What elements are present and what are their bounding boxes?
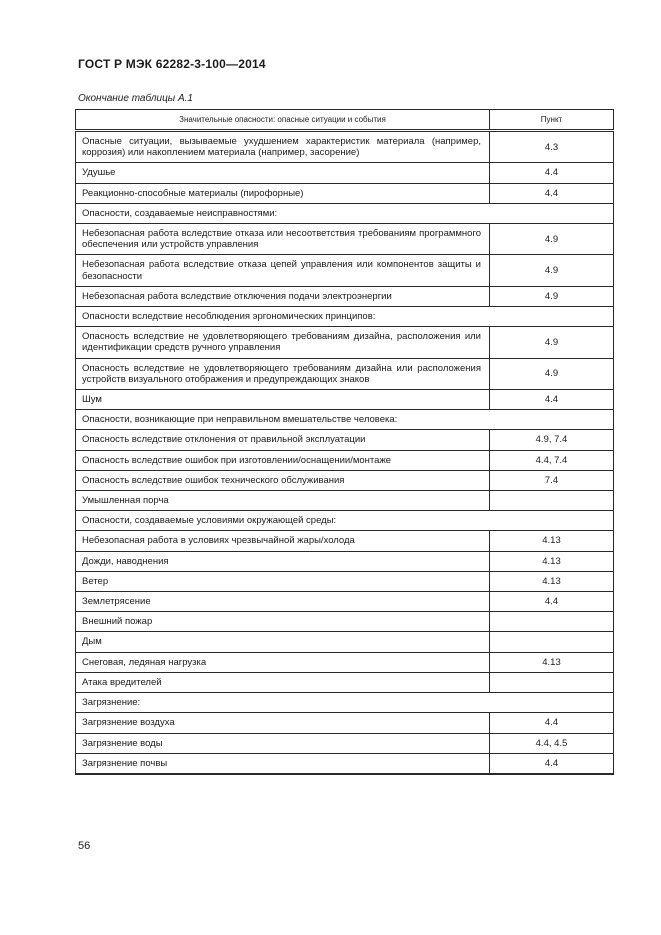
hazards-table — [75, 109, 614, 775]
table-row — [76, 390, 614, 410]
section-row — [76, 203, 614, 223]
hazard-description: Опасность вследствие отклонения от правильной эксплуатации — [76, 430, 490, 450]
clause-reference: 4.4, 7.4 — [490, 450, 614, 470]
table-row — [76, 255, 614, 286]
section-label: Опасности, создаваемые неисправностями: — [76, 203, 614, 223]
table-row — [76, 430, 614, 450]
table-row — [76, 733, 614, 753]
table-row — [76, 358, 614, 389]
table-row — [76, 163, 614, 183]
clause-reference: 4.4 — [490, 713, 614, 733]
clause-reference: 4.13 — [490, 571, 614, 591]
hazard-description: Небезопасная работа вследствие отключения подачи электроэнергии — [76, 286, 490, 306]
table-row — [76, 753, 614, 774]
table-row — [76, 551, 614, 571]
clause-reference: 4.13 — [490, 551, 614, 571]
table-row — [76, 632, 614, 652]
table-row — [76, 672, 614, 692]
table-row — [76, 183, 614, 203]
section-label: Опасности, возникающие при неправильном вмешательстве человека: — [76, 410, 614, 430]
table-row — [76, 491, 614, 511]
hazard-description: Загрязнение почвы — [76, 753, 490, 774]
section-label: Опасности вследствие несоблюдения эргономических принципов: — [76, 307, 614, 327]
clause-reference: 4.9 — [490, 327, 614, 358]
clause-reference — [490, 612, 614, 632]
table-row — [76, 713, 614, 733]
table-row — [76, 652, 614, 672]
clause-reference — [490, 672, 614, 692]
section-label: Опасности, создаваемые условиями окружающей среды: — [76, 511, 614, 531]
hazard-description: Дым — [76, 632, 490, 652]
clause-reference: 4.9 — [490, 358, 614, 389]
table-row — [76, 327, 614, 358]
hazard-description: Снеговая, ледяная нагрузка — [76, 652, 490, 672]
hazard-description: Небезопасная работа вследствие отказа цепей управления или компонентов защиты и безопасности — [76, 255, 490, 286]
clause-reference: 4.13 — [490, 531, 614, 551]
table-row — [76, 131, 614, 163]
hazard-description: Опасность вследствие ошибок технического обслуживания — [76, 470, 490, 490]
section-label: Загрязнение: — [76, 693, 614, 713]
section-row — [76, 693, 614, 713]
hazard-description: Внешний пожар — [76, 612, 490, 632]
clause-reference: 4.9 — [490, 224, 614, 255]
section-row — [76, 511, 614, 531]
column-header-punkt: Пункт — [490, 110, 614, 131]
clause-reference — [490, 491, 614, 511]
hazard-description: Загрязнение воздуха — [76, 713, 490, 733]
hazard-description: Опасные ситуации, вызываемые ухудшением характеристик материала (например, коррозия) или накоплением материала (например, засорение) — [76, 131, 490, 163]
clause-reference: 4.4 — [490, 592, 614, 612]
hazard-description: Дожди, наводнения — [76, 551, 490, 571]
table-row — [76, 571, 614, 591]
table-row — [76, 470, 614, 490]
section-row — [76, 410, 614, 430]
clause-reference: 4.4 — [490, 183, 614, 203]
table-row — [76, 286, 614, 306]
clause-reference — [490, 632, 614, 652]
hazard-description: Атака вредителей — [76, 672, 490, 692]
clause-reference: 4.13 — [490, 652, 614, 672]
section-row — [76, 307, 614, 327]
clause-reference: 4.4 — [490, 163, 614, 183]
page-number: 56 — [78, 840, 91, 852]
table-row — [76, 450, 614, 470]
table-row — [76, 531, 614, 551]
table-row — [76, 612, 614, 632]
clause-reference: 4.9 — [490, 255, 614, 286]
hazard-description: Реакционно-способные материалы (пирофорные) — [76, 183, 490, 203]
hazard-description: Шум — [76, 390, 490, 410]
clause-reference: 4.4, 4.5 — [490, 733, 614, 753]
hazard-description: Опасность вследствие не удовлетворяющего требованиям дизайна или расположения устройств визуального отображения и предупреждающих знаков — [76, 358, 490, 389]
hazard-description: Небезопасная работа вследствие отказа или несоответствия требованиям программного обеспечения или устройств управления — [76, 224, 490, 255]
hazard-description: Умышленная порча — [76, 491, 490, 511]
table-body — [76, 131, 614, 774]
column-header-hazards: Значительные опасности: опасные ситуации и события — [76, 110, 490, 131]
table-header-row — [76, 110, 614, 131]
table-caption: Окончание таблицы А.1 — [78, 93, 193, 104]
clause-reference: 4.4 — [490, 390, 614, 410]
clause-reference: 4.3 — [490, 131, 614, 163]
hazard-description: Землетрясение — [76, 592, 490, 612]
hazard-description: Опасность вследствие ошибок при изготовлении/оснащении/монтаже — [76, 450, 490, 470]
clause-reference: 4.9, 7.4 — [490, 430, 614, 450]
document-header-title: ГОСТ Р МЭК 62282-3-100—2014 — [78, 57, 266, 71]
table-row — [76, 224, 614, 255]
hazard-description: Удушье — [76, 163, 490, 183]
hazard-description: Небезопасная работа в условиях чрезвычайной жары/холода — [76, 531, 490, 551]
hazard-description: Опасность вследствие не удовлетворяющего требованиям дизайна, расположения или идентификации средств ручного управления — [76, 327, 490, 358]
clause-reference: 7.4 — [490, 470, 614, 490]
clause-reference: 4.9 — [490, 286, 614, 306]
clause-reference: 4.4 — [490, 753, 614, 774]
hazard-description: Ветер — [76, 571, 490, 591]
hazard-description: Загрязнение воды — [76, 733, 490, 753]
table-row — [76, 592, 614, 612]
